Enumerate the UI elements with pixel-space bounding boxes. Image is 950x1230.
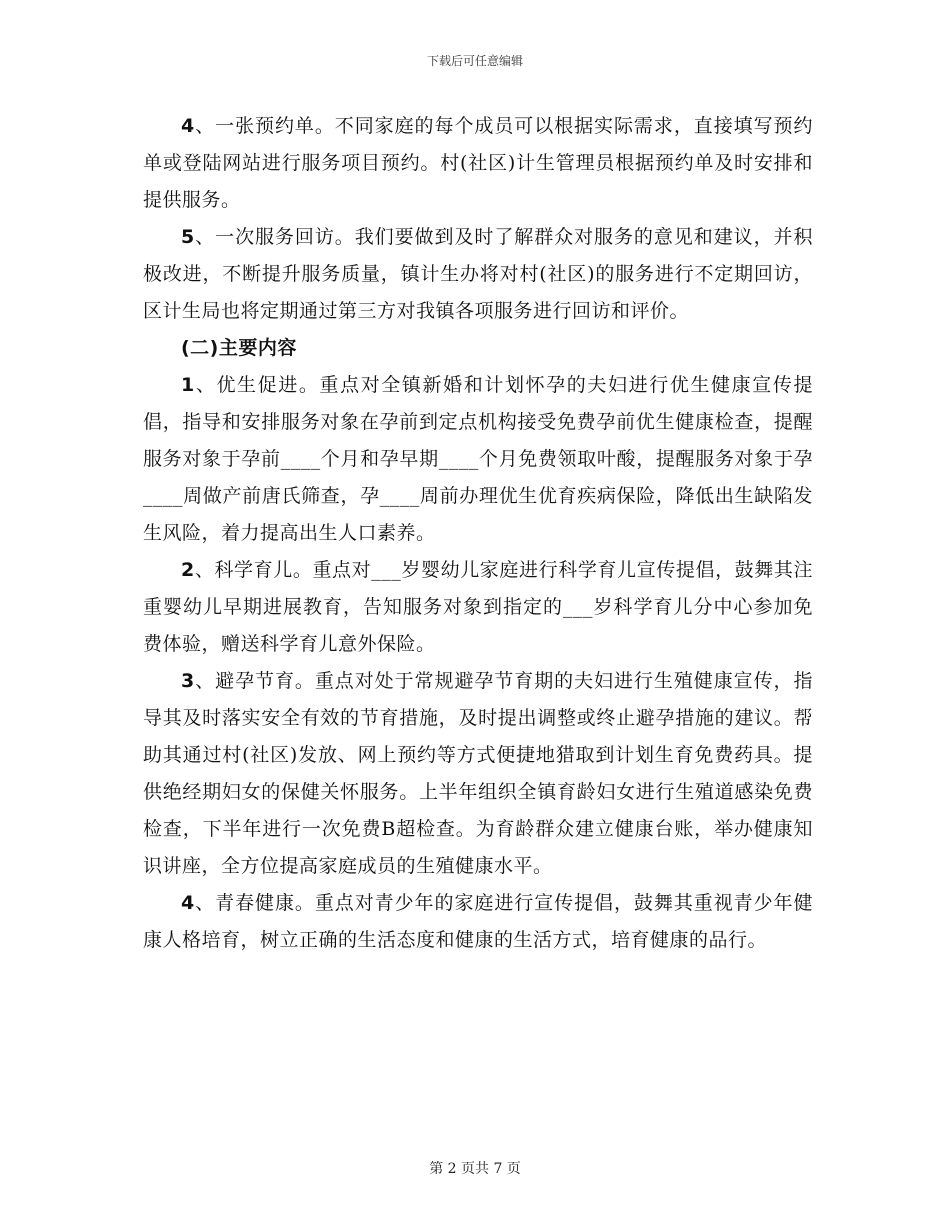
item-contraception xyxy=(143,663,813,885)
page-header: 下载后可任意编辑 xyxy=(426,54,523,68)
paragraph-service-reservation xyxy=(143,108,813,219)
section-heading: (二)主要内容 xyxy=(181,337,297,359)
paragraph-number: 5 xyxy=(181,226,195,248)
item-number: 4 xyxy=(181,892,195,914)
item-youth-health xyxy=(143,885,813,959)
item-text: 、科学育儿。重点对___岁婴幼儿家庭进行科学育儿宣传提倡，鼓舞其注重婴幼儿早期进展教育，告知服务对象到指定的___岁科学育儿分中心参加免费体验，赠送科学育儿意外保险。 xyxy=(143,559,813,655)
paragraph-service-followup xyxy=(143,219,813,330)
item-number: 2 xyxy=(181,559,195,581)
paragraph-number: 4 xyxy=(181,115,195,137)
item-number: 3 xyxy=(181,670,195,692)
item-eugenics xyxy=(143,367,813,552)
item-text: 、青春健康。重点对青少年的家庭进行宣传提倡，鼓舞其重视青少年健康人格培育，树立正确的生活态度和健康的生活方式，培育健康的品行。 xyxy=(143,892,813,951)
paragraph-text: 、一次服务回访。我们要做到及时了解群众对服务的意见和建议，并积极改进，不断提升服务质量，镇计生办将对村(社区)的服务进行不定期回访，区计生局也将定期通过第三方对我镇各项服务进行回访和评价。 xyxy=(143,226,813,322)
item-text: 、优生促进。重点对全镇新婚和计划怀孕的夫妇进行优生健康宣传提倡，指导和安排服务对象在孕前到定点机构接受免费孕前优生健康检查，提醒服务对象于孕前____个月和孕早期____个月免费领取叶酸，提醒服务对象于孕____周做产前唐氏筛查，孕____周前办理优生优育疾病保险，降低出生缺陷发生风险，着力提高出生人口素养。 xyxy=(143,374,813,544)
paragraph-text: 、一张预约单。不同家庭的每个成员可以根据实际需求，直接填写预约单或登陆网站进行服务项目预约。村(社区)计生管理员根据预约单及时安排和提供服务。 xyxy=(143,115,813,211)
page-footer: 第 2 页共 7 页 xyxy=(429,1161,521,1177)
item-text: 、避孕节育。重点对处于常规避孕节育期的夫妇进行生殖健康宣传，指导其及时落实安全有效的节育措施，及时提出调整或终止避孕措施的建议。帮助其通过村(社区)发放、网上预约等方式便捷地猎取到计划生育免费药具。提供绝经期妇女的保健关怀服务。上半年组织全镇育龄妇女进行生殖道感染免费检查，下半年进行一次免费B超检查。为育龄群众建立健康台账，举办健康知识讲座，全方位提高家庭成员的生殖健康水平。 xyxy=(143,670,813,877)
item-parenting xyxy=(143,552,813,663)
item-number: 1 xyxy=(181,374,195,396)
document-body xyxy=(143,108,813,959)
